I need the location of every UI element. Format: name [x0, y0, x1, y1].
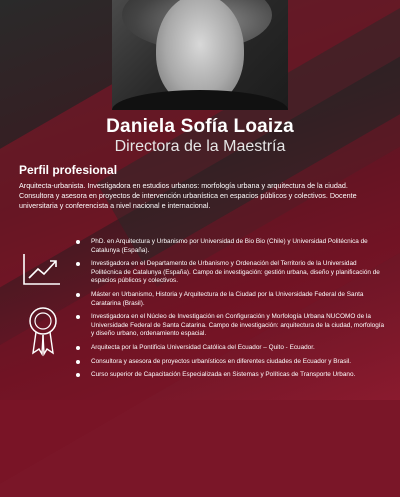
- list-item: Investigadora en el Núcleo de Investigación en Configuración y Morfología Urbana NUCOMO de la Universidade Federal de Santa Catarina. Campo de investigación: arquitectura de la ciudad, morfología y diseño urbano, ordenamiento espacial.: [76, 313, 386, 339]
- award-medal-icon: [27, 305, 59, 357]
- profile-name: Daniela Sofía Loaiza: [106, 116, 294, 137]
- list-item: Máster en Urbanismo, Historia y Arquitectura de la Ciudad por la Universidade Federal de Santa Caratarina (Brasil).: [76, 291, 386, 308]
- chart-growth-icon: [22, 252, 62, 286]
- list-item: Consultora y asesora de proyectos urbanísticos en diferentes ciudades de Ecuador y Brasil.: [76, 358, 386, 367]
- list-item: Investigadora en el Departamento de Urbanismo y Ordenación del Territorio de la Universidad Politécnica de Catalunya (España). Campo de investigación: gestión urbana, diseño y planificación de espacios públicos y colectivos.: [76, 260, 386, 286]
- list-item: Curso superior de Capacitación Especializada en Sistemas y Políticas de Transporte Urbano.: [76, 371, 386, 380]
- list-item: PhD. en Arquitectura y Urbanismo por Universidad de Bio Bio (Chile) y Universidad Politécnica de Catalunya (España).: [76, 238, 386, 255]
- credentials-list: [76, 238, 386, 385]
- profile-photo: [112, 0, 288, 110]
- section-title: Perfil profesional: [19, 163, 118, 177]
- list-item: Arquitecta por la Pontificia Universidad Católica del Ecuador – Quito - Ecuador.: [76, 344, 386, 353]
- profile-role: Directora de la Maestría: [114, 138, 286, 155]
- profile-summary: Arquitecta-urbanista. Investigadora en estudios urbanos: morfología urbana y arquitectura de la ciudad. Consultora y asesora en proyectos de intervención urbanística en espacios públicos y colectivos. Docente universitaria y conferencista a nivel nacional e internacional.: [19, 181, 357, 210]
